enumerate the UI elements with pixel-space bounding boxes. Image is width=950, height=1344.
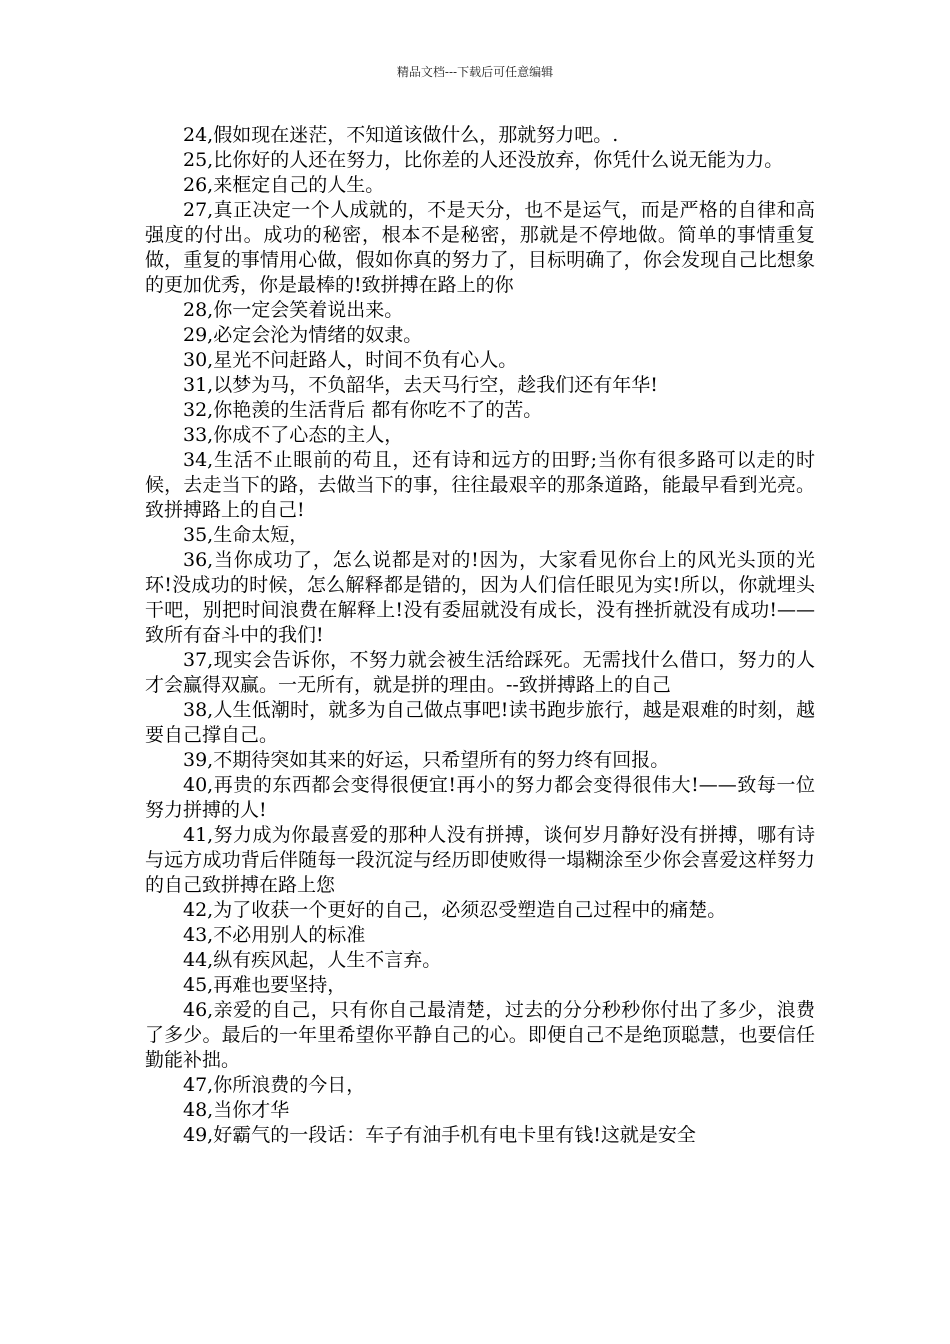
paragraph-27: 27,真正决定一个人成就的，不是天分，也不是运气，而是严格的自律和高强度的付出。成功的秘密，根本不是秘密，那就是不停地做。简单的事情重复做，重复的事情用心做，假如你真的努力了，目标明确了，你会发现自己比想象的更加优秀，你是最棒的!致拼搏在路上的你 [145,199,815,296]
paragraph-47: 47,你所浪费的今日， [183,1074,366,1096]
document-body [145,123,815,1148]
paragraph-33: 33,你成不了心态的主人， [183,424,404,446]
paragraph-25: 25,比你好的人还在努力，比你差的人还没放弃，你凭什么说无能为力。 [183,149,784,171]
paragraph-30: 30,星光不问赶路人，时间不负有心人。 [183,349,518,371]
paragraph-48: 48,当你才华 [183,1099,290,1121]
paragraph-37: 37,现实会告诉你，不努力就会被生活给踩死。无需找什么借口，努力的人才会赢得双赢。一无所有，就是拼的理由。--致拼搏路上的自己 [145,649,815,696]
paragraph-35: 35,生命太短， [183,524,309,546]
paragraph-29: 29,必定会沦为情绪的奴隶。 [183,324,423,346]
paragraph-39: 39,不期待突如其来的好运，只希望所有的努力终有回报。 [183,749,670,771]
paragraph-24: 24,假如现在迷茫，不知道该做什么，那就努力吧。. [183,124,619,146]
page-header: 精品文档---下载后可任意编辑 [396,65,554,79]
paragraph-40: 40,再贵的东西都会变得很便宜!再小的努力都会变得很伟大!——致每一位努力拼搏的人! [145,774,815,821]
paragraph-44: 44,纵有疾风起，人生不言弃。 [183,949,442,971]
paragraph-28: 28,你一定会笑着说出来。 [183,299,404,321]
paragraph-38: 38,人生低潮时，就多为自己做点事吧!读书跑步旅行，越是艰难的时刻，越要自己撑自己。 [145,699,815,746]
paragraph-31: 31,以梦为马，不负韶华，去天马行空，趁我们还有年华! [183,374,658,396]
paragraph-32: 32,你艳羡的生活背后 都有你吃不了的苦。 [183,399,543,421]
paragraph-49: 49,好霸气的一段话：车子有油手机有电卡里有钱!这就是安全 [183,1124,696,1146]
paragraph-42: 42,为了收获一个更好的自己，必须忍受塑造自己过程中的痛楚。 [183,899,727,921]
paragraph-26: 26,来框定自己的人生。 [183,174,385,196]
paragraph-45: 45,再难也要坚持， [183,974,347,996]
paragraph-41: 41,努力成为你最喜爱的那种人没有拼搏，谈何岁月静好没有拼搏，哪有诗与远方成功背后伴随每一段沉淀与经历即使败得一塌糊涂至少你会喜爱这样努力的自己致拼搏在路上您 [145,824,815,896]
paragraph-34: 34,生活不止眼前的苟且，还有诗和远方的田野;当你有很多路可以走的时候，去走当下的路，去做当下的事，往往最艰辛的那条道路，能最早看到光亮。致拼搏路上的自己! [145,449,815,521]
paragraph-36: 36,当你成功了，怎么说都是对的!因为，大家看见你台上的风光头顶的光环!没成功的时候，怎么解释都是错的，因为人们信任眼见为实!所以，你就埋头干吧，别把时间浪费在解释上!没有委屈就没有成长，没有挫折就没有成功!——致所有奋斗中的我们! [145,549,815,646]
paragraph-46: 46,亲爱的自己，只有你自己最清楚，过去的分分秒秒你付出了多少，浪费了多少。最后的一年里希望你平静自己的心。即便自己不是绝顶聪慧，也要信任勤能补拙。 [145,999,815,1071]
paragraph-43: 43,不必用别人的标准 [183,924,366,946]
